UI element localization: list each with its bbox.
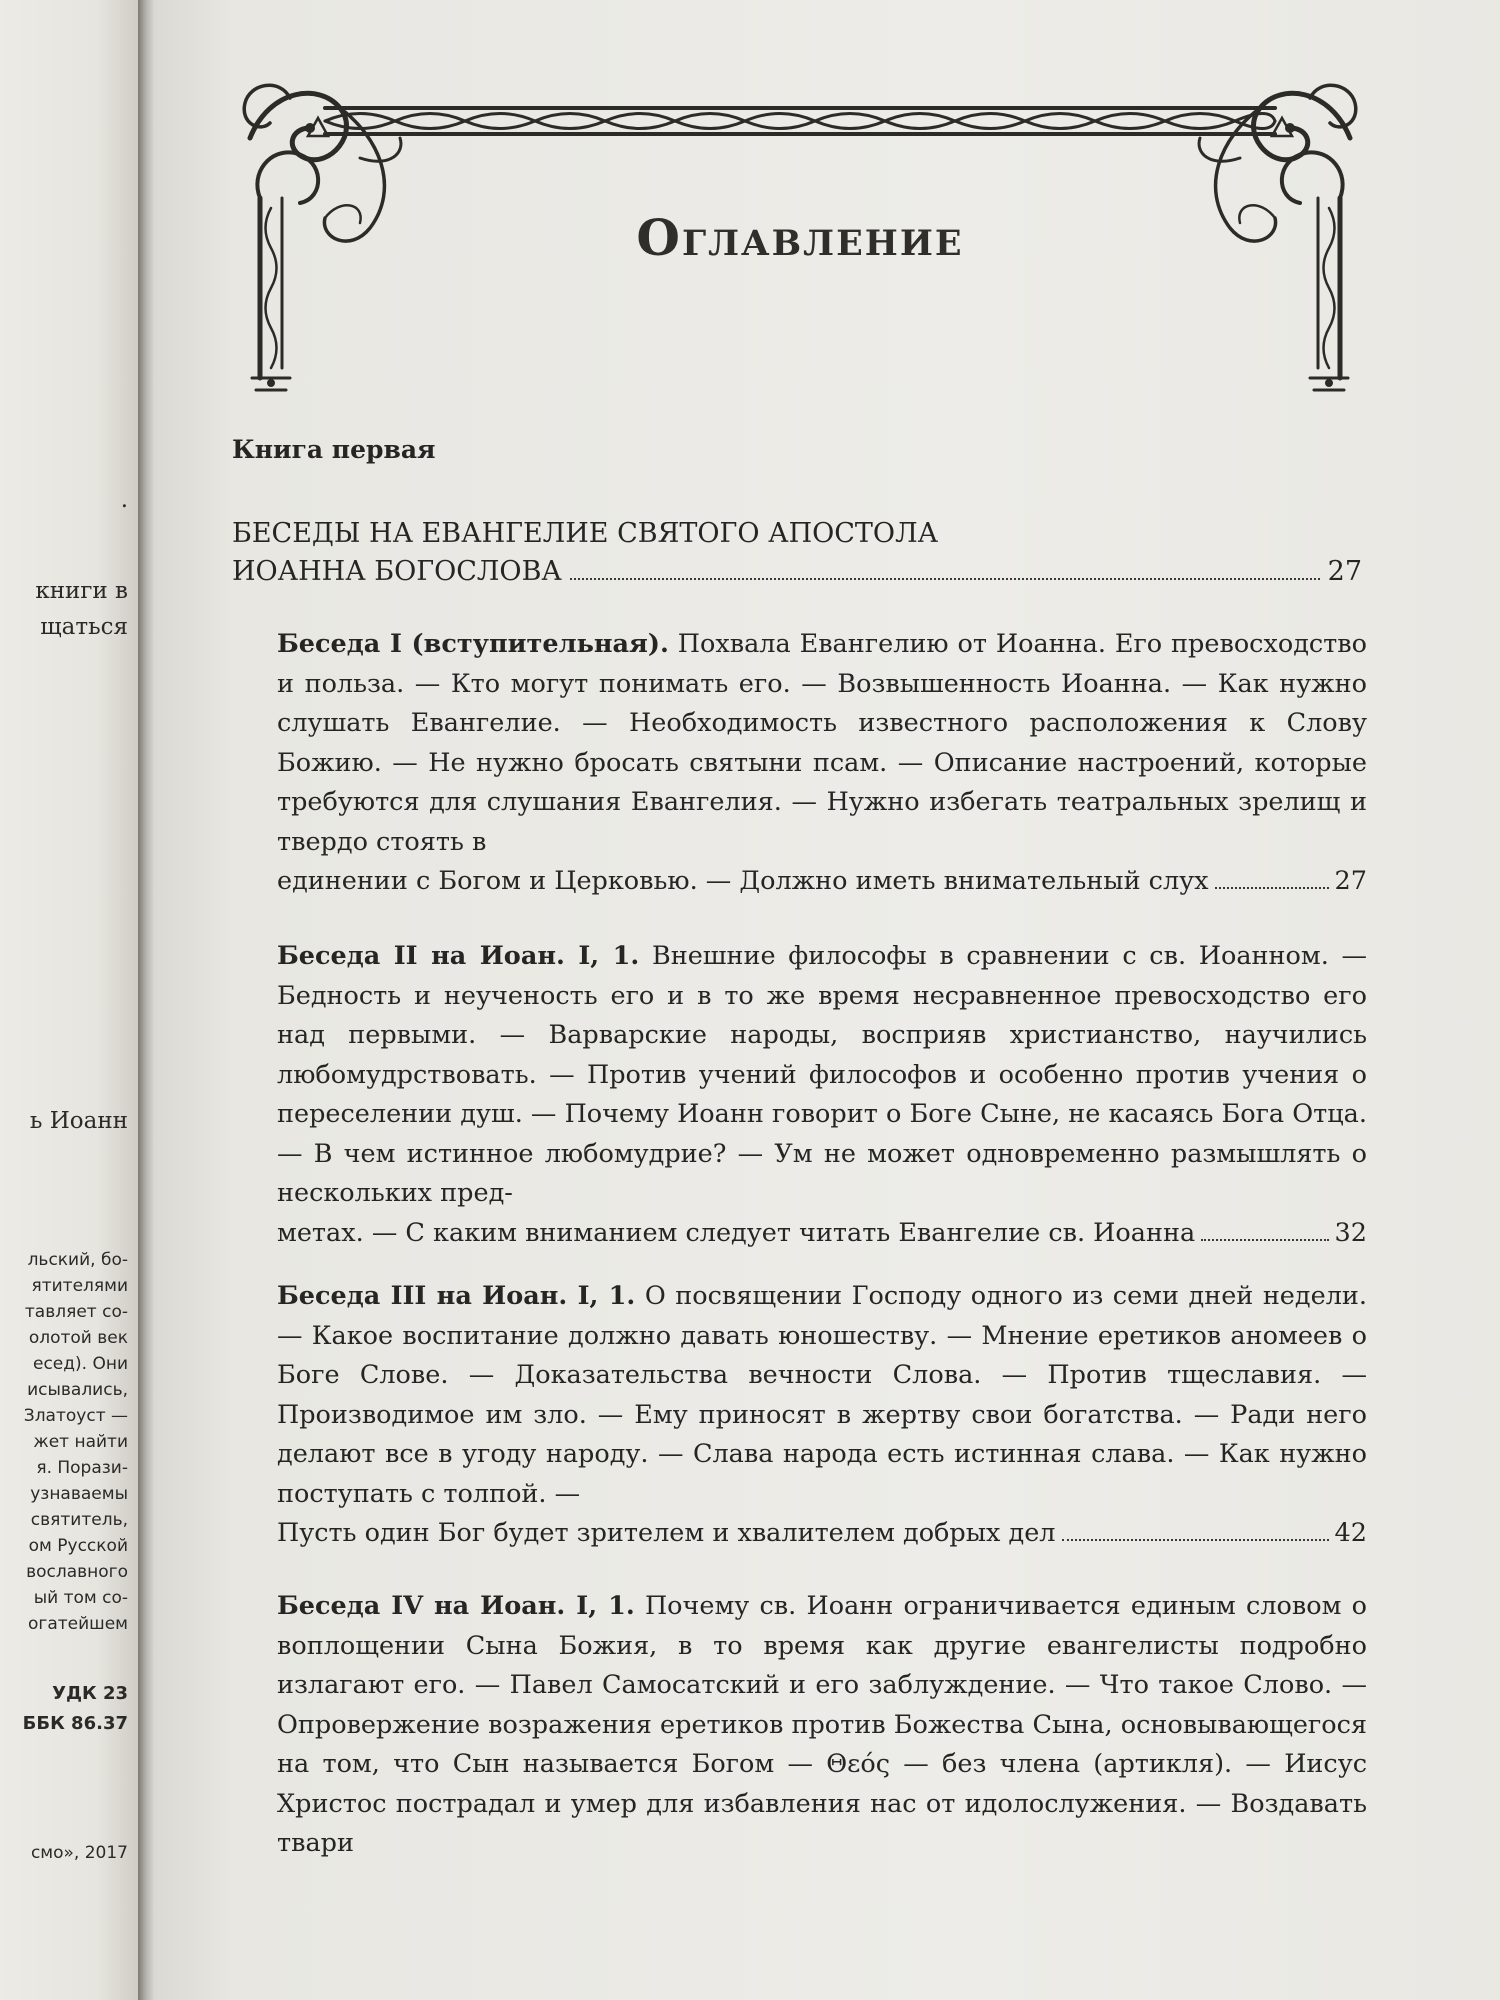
page-title: Оглавление [636,208,964,267]
ornamental-header-frame [230,78,1370,398]
entry-body [277,937,1367,1214]
bbk-code: ББК 86.37 [22,1713,128,1734]
left-fragment: ь Иоанн [29,1108,128,1134]
entry-text: О посвящении Господу одного из семи дней недели. — Какое воспитание должно давать юношеству. — Мнение еретиков аномеев о Боге Слове. — Доказательства вечности Слова. — Против тщеславия. — Производимое им зло. — Ему приносят в жертву свои богатства. — Ради него делают все в угоду народу. — Слава народа есть истинная слава. — Как нужно поступать с толпой. — [277,1281,1367,1509]
entry-text: Внешние философы в сравнении с св. Иоанном. — Бедность и неученость его и в то же время несравненное превосходство его над первыми. — Варварские народы, восприяв христианство, научились любомудрствовать. — Против учений философов и особенно против учения о переселении душ. — Почему Иоанн говорит о Боге Сыне, не касаясь Бога Отца. — В чем истинное любомудрие? — Ум не может одновременно размышлять о нескольких пред- [277,941,1368,1208]
entry-body [277,625,1367,862]
leader-dots [1215,887,1329,889]
left-fragment: книги в [35,578,128,604]
contents-page [154,0,1500,2000]
entry-text: Почему св. Иоанн ограничивается единым словом о воплощении Сына Божия, в то время как другие евангелисты подробно излагают его. — Павел Самосатский и его заблуждение. — Что такое Слово. — Опровержение возражения еретиков против Божества Сына, основывающегося на том, что Сын называется Богом — Θεός — без члена (артикля). — Иисус Христос пострадал и умер для избавления нас от идолослужения. — Воздавать твари [277,1591,1367,1858]
entry-last-line [277,862,1367,902]
left-fragment: исывались, [27,1380,128,1400]
toc-entry [277,1277,1367,1554]
section-heading [232,515,1362,591]
left-fragment: жет найти [33,1432,128,1452]
left-fragment: узнаваемы [30,1484,128,1504]
toc-entry [277,625,1367,902]
left-fragment: вославного [26,1562,128,1582]
entry-lead: Беседа III на Иоан. I, 1. [277,1281,636,1311]
page-number: 32 [1334,1217,1367,1248]
left-fragment: есед). Они [32,1354,128,1374]
left-fragment: ый том со- [33,1588,128,1608]
left-fragment: я. Порази- [36,1458,128,1478]
left-fragment: ятителями [31,1276,128,1296]
left-fragment: тавляет со- [24,1302,128,1322]
entry-text-end: метах. — С каким вниманием следует читать Евангелие св. Иоанна [277,1217,1196,1248]
book-label: Книга первая [232,435,436,464]
entry-last-line [277,1214,1367,1254]
leader-dots [1201,1239,1328,1241]
entry-text: Похвала Евангелию от Иоанна. Его превосходство и польза. — Кто могут понимать его. — Возвышенность Иоанна. — Как нужно слушать Евангелие. — Необходимость известного расположения к Слову Божию. — Не нужно бросать святыни псам. — Описание настроений, которые требуются для слушания Евангелия. — Нужно избегать театральных зрелищ и твердо стоять в [277,629,1367,857]
toc-entry [277,937,1367,1253]
left-fragment: ом Русской [28,1536,128,1556]
page-number: 27 [1327,556,1362,587]
entry-lead: Беседа II на Иоан. I, 1. [277,941,640,971]
entry-last-line [277,1514,1367,1554]
copyright-fragment: смо», 2017 [30,1843,128,1863]
left-facing-page [0,0,138,2000]
entry-body [277,1277,1367,1514]
left-fragment: . [120,487,128,513]
page-number: 42 [1334,1518,1367,1548]
page-number: 27 [1334,866,1367,896]
toc-entry [277,1587,1367,1864]
book-gutter [138,0,154,2000]
leader-dots [1062,1539,1329,1541]
section-heading-line1: БЕСЕДЫ НА ЕВАНГЕЛИЕ СВЯТОГО АПОСТОЛА [232,518,939,549]
entry-text-end: Пусть один Бог будет зрителем и хвалителем добрых дел [277,1518,1056,1548]
left-fragment: щаться [40,614,128,640]
left-fragment: льский, бо- [27,1250,128,1270]
left-fragment: огатейшем [28,1614,128,1634]
left-fragment: святитель, [30,1510,128,1530]
udk-code: УДК 23 [52,1683,128,1704]
section-heading-line2: ИОАННА БОГОСЛОВА [232,556,562,587]
left-fragment: олотой век [28,1328,128,1348]
entry-text-end: единении с Богом и Церковью. — Должно иметь внимательный слух [277,866,1209,896]
left-fragment: Златоуст — [23,1406,128,1426]
section-heading-line2-row [232,553,1362,591]
leader-dots [570,578,1320,580]
entry-body [277,1587,1367,1864]
entry-lead: Беседа IV на Иоан. I, 1. [277,1591,635,1621]
entry-lead: Беседа I (вступительная). [277,629,669,659]
